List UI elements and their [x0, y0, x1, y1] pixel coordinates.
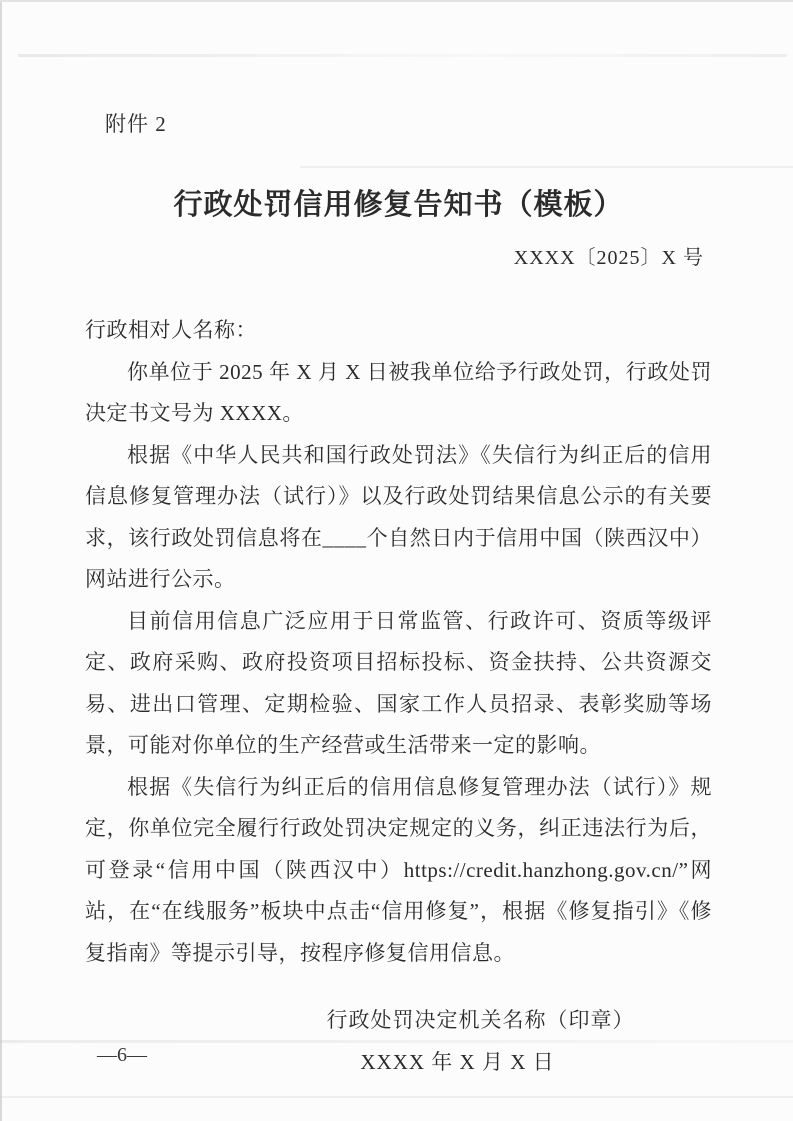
issuing-authority-signature: 行政处罚决定机关名称（印章）: [326, 1008, 635, 1032]
document-body: [85, 310, 712, 974]
scan-edge-artifact: [0, 0, 2, 1121]
document-number: XXXX〔2025〕X 号: [513, 247, 704, 269]
scan-streak-artifact: [0, 1096, 793, 1098]
signature-block: [85, 1000, 712, 1083]
page-number: —6—: [97, 1044, 147, 1066]
body-paragraph: 你单位于 2025 年 X 月 X 日被我单位给予行政处罚，行政处罚决定书文号为 XXXX。: [85, 359, 712, 425]
salutation-line: 行政相对人名称：: [85, 318, 257, 342]
attachment-label: 附件 2: [105, 112, 167, 136]
issue-date: XXXX 年 X 月 X 日: [360, 1049, 555, 1074]
body-paragraph: 根据《中华人民共和国行政处罚法》《失信行为纠正后的信用信息修复管理办法（试行）》以及行政处罚结果信息公示的有关要求，该行政处罚信息将在____个自然日内于信用中国（陕西汉中）网站进行公示。: [85, 442, 712, 591]
document-title: 行政处罚信用修复告知书（模板）: [173, 189, 624, 221]
document-content: [85, 0, 712, 1083]
body-paragraph: 根据《失信行为纠正后的信用信息修复管理办法（试行）》规定，你单位完全履行行政处罚决定规定的义务，纠正违法行为后，可登录“信用中国（陕西汉中）https://credit.hanzhong.gov.cn/”网站，在“在线服务”板块中点击“信用修复”，根据《修复指引》《修复指南》等提示引导，按程序修复信用信息。: [85, 774, 712, 965]
body-paragraph: 目前信用信息广泛应用于日常监管、行政许可、资质等级评定、政府采购、政府投资项目招标投标、资金扶持、公共资源交易、进出口管理、定期检验、国家工作人员招录、表彰奖励等场景，可能对你单位的生产经营或生活带来一定的影响。: [85, 608, 712, 757]
